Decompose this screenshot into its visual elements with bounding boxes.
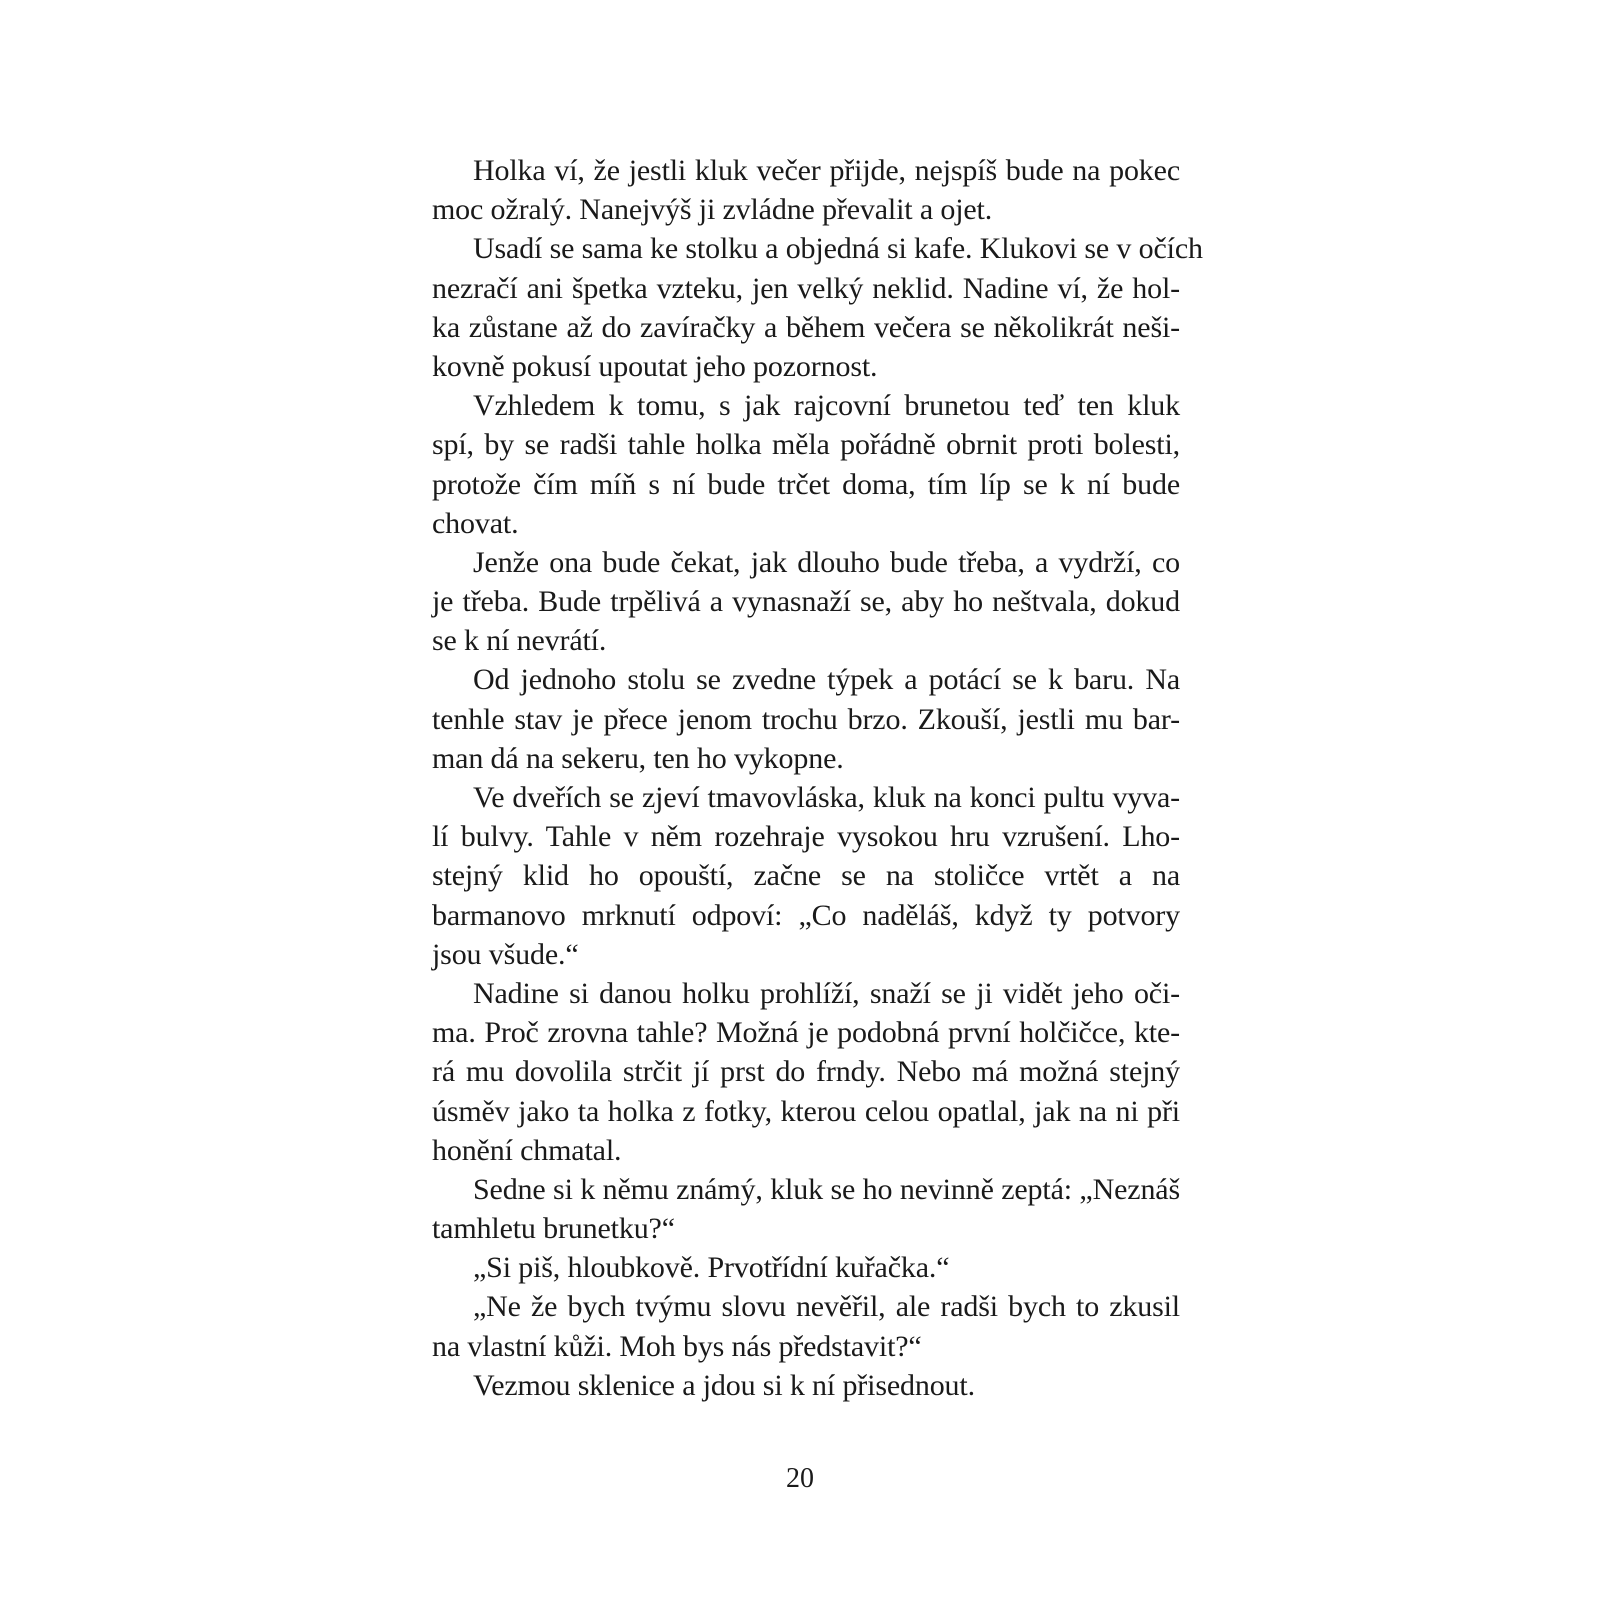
- text-line: Ve dveřích se zjeví tmavovláska, kluk na konci pultu vyva-: [473, 781, 1180, 814]
- text-line: kovně pokusí upoutat jeho pozornost.: [432, 349, 878, 383]
- text-line: lí bulvy. Tahle v něm rozehraje vysokou hru vzrušení. Lho-: [432, 820, 1180, 854]
- text-line: na vlastní kůži. Moh bys nás představit?“: [432, 1329, 922, 1363]
- paragraph: [432, 151, 1180, 229]
- paragraph: [432, 543, 1180, 661]
- text-line: Sedne si k němu známý, kluk se ho nevinně zeptá: „Neznáš: [473, 1172, 1180, 1206]
- paragraph: [432, 660, 1180, 778]
- text-line: tenhle stav je přece jenom trochu brzo. Zkouší, jestli mu bar-: [432, 702, 1180, 736]
- text-line: Usadí se sama ke stolku a objedná si kafe. Klukovi se v očích: [473, 232, 1203, 266]
- text-line: nezračí ani špetka vzteku, jen velký neklid. Nadine ví, že hol-: [432, 271, 1180, 305]
- text-line: ka zůstane až do zavíračky a během večera se několikrát neši-: [432, 310, 1180, 344]
- text-line: honění chmatal.: [432, 1133, 622, 1167]
- text-line: protože čím míň s ní bude trčet doma, tím líp se k ní bude: [432, 467, 1180, 501]
- text-line: man dá na sekeru, ten ho vykopne.: [432, 741, 844, 775]
- text-line: spí, by se radši tahle holka měla pořádně obrnit proti bolesti,: [432, 428, 1180, 462]
- paragraph: [432, 974, 1180, 1170]
- text-line: stejný klid ho opouští, začne se na stoličce vrtět a na: [432, 859, 1180, 893]
- text-line: Nadine si danou holku prohlíží, snaží se ji vidět jeho oči-: [473, 976, 1180, 1010]
- paragraph: [432, 1170, 1180, 1248]
- text-line: Od jednoho stolu se zvedne týpek a potácí se k baru. Na: [473, 663, 1180, 697]
- text-line: jsou všude.“: [432, 937, 579, 971]
- paragraph: [432, 778, 1180, 974]
- text-line: Vzhledem k tomu, s jak rajcovní brunetou teď ten kluk: [473, 389, 1180, 423]
- text-line: ma. Proč zrovna tahle? Možná je podobná první holčičce, kte-: [432, 1016, 1180, 1050]
- text-line: rá mu dovolila strčit jí prst do frndy. Nebo má možná stejný: [432, 1055, 1180, 1089]
- text-line: moc ožralý. Nanejvýš ji zvládne převalit a ojet.: [432, 193, 993, 227]
- paragraph: [432, 1366, 1180, 1405]
- paragraph: [432, 1248, 1180, 1287]
- text-line: je třeba. Bude trpělivá a vynasnaží se, aby ho neštvala, dokud: [432, 585, 1180, 619]
- text-line: Holka ví, že jestli kluk večer přijde, nejspíš bude na pokec: [473, 154, 1180, 187]
- body-text: [432, 151, 1203, 1405]
- text-line: „Si piš, hloubkově. Prvotřídní kuřačka.“: [473, 1251, 950, 1285]
- text-line: tamhletu brunetku?“: [432, 1212, 675, 1246]
- text-line: barmanovo mrknutí odpoví: „Co naděláš, když ty potvory: [432, 898, 1180, 932]
- text-line: chovat.: [432, 506, 519, 540]
- page-number: 20: [786, 1463, 814, 1494]
- text-line: úsměv jako ta holka z fotky, kterou celou opatlal, jak na ni při: [432, 1094, 1180, 1128]
- text-line: Vezmou sklenice a jdou si k ní přisednout.: [473, 1368, 975, 1402]
- text-line: se k ní nevrátí.: [432, 624, 607, 658]
- text-line: Jenže ona bude čekat, jak dlouho bude třeba, a vydrží, co: [473, 545, 1180, 579]
- paragraph: [432, 1287, 1180, 1365]
- paragraph: [432, 386, 1180, 543]
- paragraph: [432, 229, 1203, 386]
- text-line: „Ne že bych tvýmu slovu nevěřil, ale radši bych to zkusil: [473, 1290, 1180, 1324]
